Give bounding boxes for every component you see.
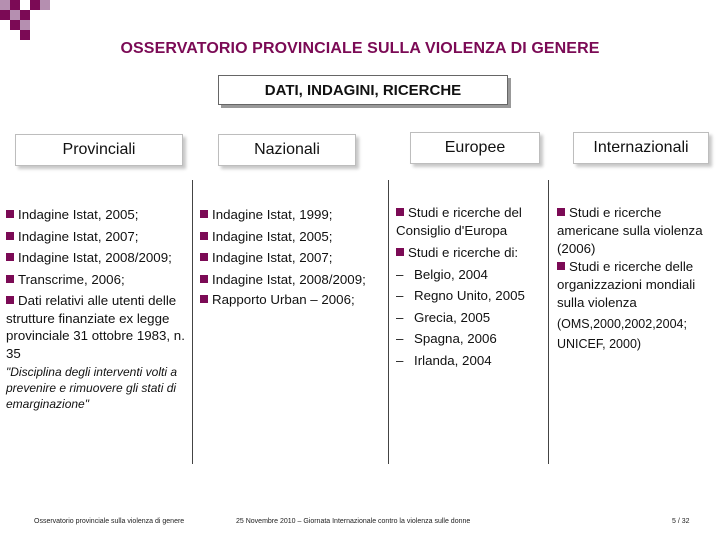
column-nazionali [200,204,385,310]
list-item: Studi e ricerche del Consiglio d'Europa [396,204,546,240]
list-subitem: – Grecia, 2005 [396,307,546,329]
footer-left: Osservatorio provinciale sulla violenza di genere [34,518,185,525]
column-internazionali [557,204,717,354]
list-item: Dati relativi alle utenti delle strutture finanziate ex legge provinciale 31 ottobre 1983, n. 35 [6,292,190,362]
heading-nazionali: Nazionali [218,134,356,166]
heading-internazionali: Internazionali [573,132,709,164]
page-title: OSSERVATORIO PROVINCIALE SULLA VIOLENZA DI GENERE [120,40,600,57]
page-number: 5 / 32 [672,518,690,525]
column-europee [396,204,546,371]
list-item: Studi e ricerche di: [396,242,546,264]
list-item: Rapporto Urban – 2006; [200,289,385,311]
list-item: Indagine Istat, 2005; [6,204,190,226]
org-note: (OMS,2000,2002,2004; UNICEF, 2000) [557,317,687,351]
list-item: Indagine Istat, 1999; [200,204,385,226]
list-item: Indagine Istat, 2008/2009; [6,247,190,269]
list-item: Studi e ricerche delle organizzazioni mondiali sulla violenza [557,258,717,312]
heading-provinciali: Provinciali [15,134,183,166]
list-item: Indagine Istat, 2008/2009; [200,271,385,289]
list-subitem: – Belgio, 2004 [396,264,546,286]
list-item: Studi e ricerche americane sulla violenza (2006) [557,204,717,258]
law-note: "Disciplina degli interventi volti a prevenire e rimuovere gli stati di emarginazione" [6,365,178,411]
list-item: Indagine Istat, 2007; [6,226,190,248]
list-subitem: – Irlanda, 2004 [396,350,546,372]
footer-center: 25 Novembre 2010 – Giornata Internazionale contro la violenza sulle donne [236,518,471,525]
subtitle: DATI, INDAGINI, RICERCHE [264,81,462,99]
corner-decoration [0,0,60,42]
list-item: Indagine Istat, 2005; [200,226,385,248]
column-divider [192,180,193,464]
subtitle-box [218,75,508,105]
column-divider [548,180,549,464]
list-subitem: – Regno Unito, 2005 [396,285,546,307]
column-divider [388,180,389,464]
list-item: Indagine Istat, 2007; [200,247,385,269]
list-subitem: – Spagna, 2006 [396,328,546,350]
column-provinciali [6,204,190,412]
heading-europee: Europee [410,132,540,164]
list-item: Transcrime, 2006; [6,269,190,291]
